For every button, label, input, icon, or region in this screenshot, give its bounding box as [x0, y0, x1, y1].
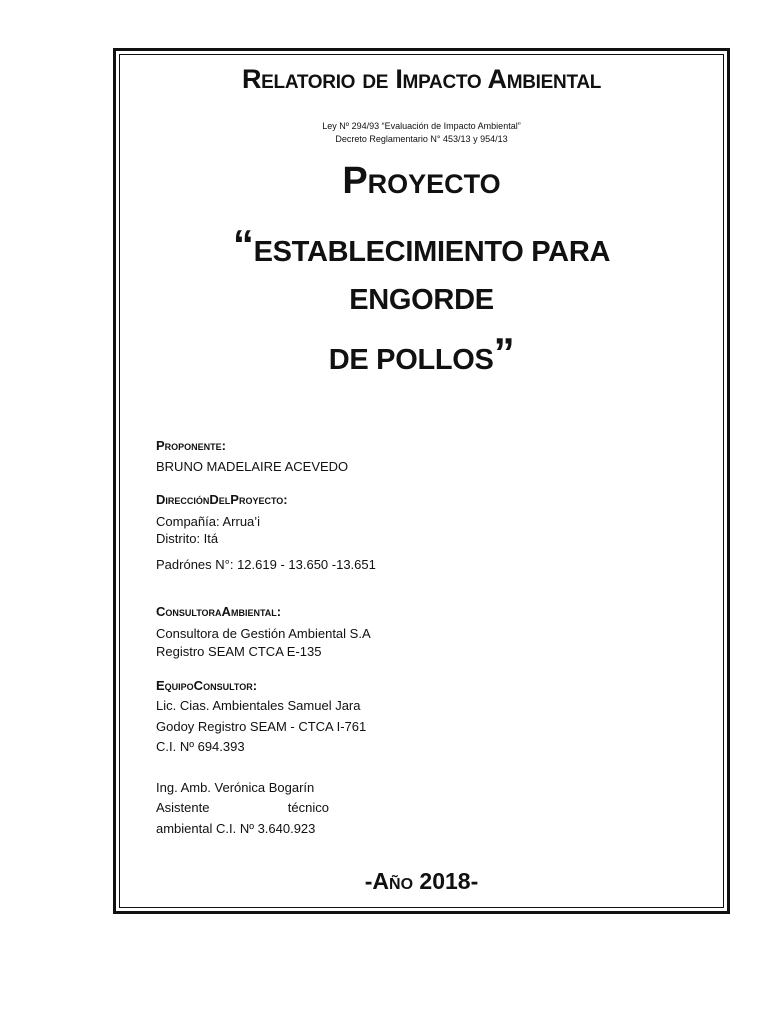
project-name-line-1: [119, 221, 724, 276]
project-name-text-3: DE POLLOS: [328, 344, 494, 376]
document-title: Relatorio de Impacto Ambiental: [241, 64, 602, 94]
member2-line-3: ambiental C.I. Nº 3.640.923: [156, 821, 316, 836]
project-name: [119, 221, 724, 384]
member2-line-1: Ing. Amb. Verónica Bogarín: [156, 780, 315, 795]
consultant-team-label: EquipoConsultor:: [156, 678, 258, 693]
decree-line: Decreto Reglamentario N° 453/13 y 954/13: [335, 134, 508, 144]
project-name-text-1: ESTABLECIMIENTO PARA: [253, 236, 611, 268]
project-name-line-3: [119, 329, 724, 384]
consultancy-registry: Registro SEAM CTCA E-135: [156, 644, 322, 659]
member2-line-2: Asistente técnico: [156, 800, 329, 815]
consultancy-name: Consultora de Gestión Ambiental S.A: [156, 626, 371, 641]
proponent-name: BRUNO MADELAIRE ACEVEDO: [156, 459, 349, 474]
law-reference: [119, 120, 724, 146]
project-name-line-2: ENGORDE: [349, 284, 494, 316]
project-heading: Proyecto: [342, 160, 501, 202]
project-address-label: DirecciónDelProyecto:: [156, 492, 288, 507]
parcels-text: Padrónes N°: 12.619 - 13.650 -13.651: [156, 557, 376, 572]
close-quote: ”: [493, 329, 515, 376]
member1-line-3: C.I. Nº 694.393: [156, 739, 245, 754]
member1-line-1: Lic. Cias. Ambientales Samuel Jara: [156, 698, 361, 713]
member1-line-2: Godoy Registro SEAM - CTCA I-761: [156, 719, 367, 734]
law-line: Ley Nº 294/93 “Evaluación de Impacto Ambiental”: [322, 121, 521, 131]
company-text: Compañía: Arrua’i: [156, 514, 261, 529]
open-quote: “: [232, 221, 254, 268]
consultancy-label: ConsultoraAmbiental:: [156, 604, 282, 619]
document-year: -Año 2018-: [364, 868, 479, 894]
proponent-label: Proponente:: [156, 438, 227, 453]
district-text: Distrito: Itá: [156, 531, 219, 546]
